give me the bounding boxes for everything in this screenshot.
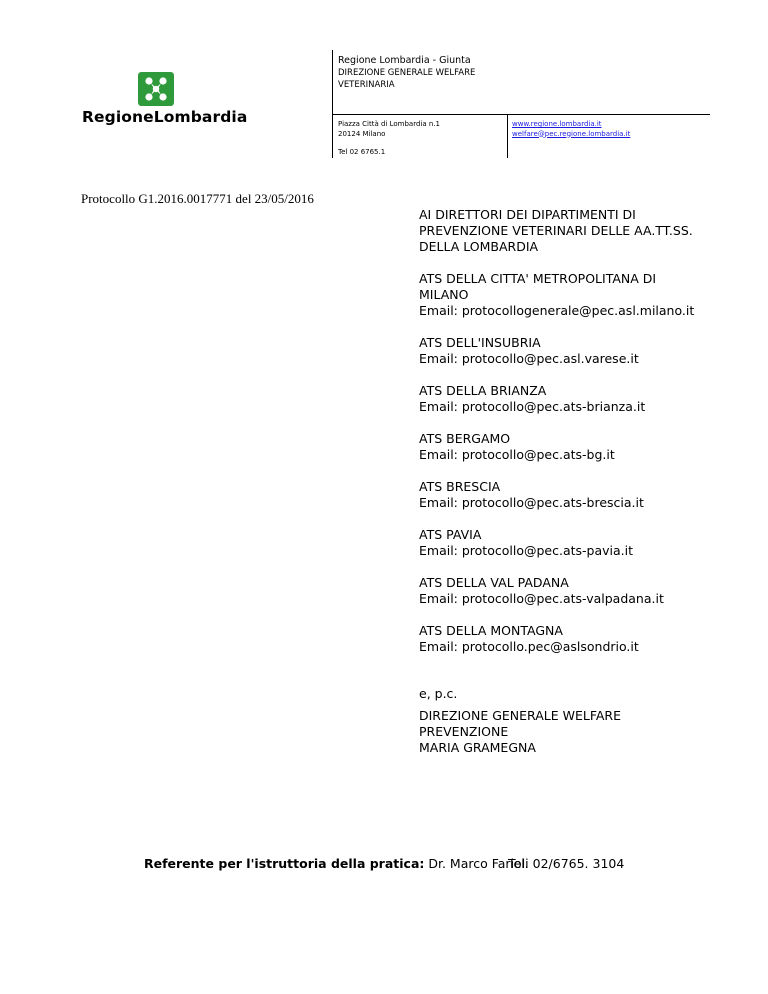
lombardia-rose-icon xyxy=(138,72,174,106)
recipient-line: MILANO xyxy=(419,287,469,302)
recipient-block xyxy=(419,335,739,367)
recipient-email: Email: protocollo@pec.asl.varese.it xyxy=(419,351,639,366)
recipient-block xyxy=(419,383,739,415)
referente-name: Dr. Marco Farioli xyxy=(424,856,529,871)
org-line: VETERINARIA xyxy=(338,80,395,90)
cc-line: PREVENZIONE xyxy=(419,724,509,739)
pec-email-link[interactable]: welfare@pec.regione.lombardia.it xyxy=(512,129,631,138)
recipient-line: ATS PAVIA xyxy=(419,527,482,542)
recipients-list xyxy=(419,207,739,671)
recipient-block xyxy=(419,271,739,319)
recipient-line: ATS BRESCIA xyxy=(419,479,501,494)
address-line: Piazza Città di Lombardia n.1 xyxy=(338,120,440,128)
header-telephone: Tel 02 6765.1 xyxy=(338,148,386,156)
header-address xyxy=(338,120,440,139)
recipient-email: Email: protocollo@pec.ats-brescia.it xyxy=(419,495,644,510)
recipient-block xyxy=(419,431,739,463)
recipient-line: PREVENZIONE VETERINARI DELLE AA.TT.SS. xyxy=(419,223,693,238)
epc-label: e, p.c. xyxy=(419,686,458,701)
recipient-line: ATS DELLA VAL PADANA xyxy=(419,575,569,590)
address-line: 20124 Milano xyxy=(338,129,386,138)
recipient-email: Email: protocollogenerale@pec.asl.milano.it xyxy=(419,303,695,318)
website-link[interactable]: www.regione.lombardia.it xyxy=(512,120,602,128)
cc-recipients xyxy=(419,708,621,756)
logo-wordmark: RegioneLombardia xyxy=(82,108,248,126)
recipient-email: Email: protocollo@pec.ats-bg.it xyxy=(419,447,615,462)
referente-line xyxy=(144,856,529,871)
recipient-line: ATS DELLA MONTAGNA xyxy=(419,623,563,638)
recipient-line: ATS DELLA CITTA' METROPOLITANA DI xyxy=(419,271,657,286)
cc-line: MARIA GRAMEGNA xyxy=(419,740,536,755)
recipient-line: DELLA LOMBARDIA xyxy=(419,239,539,254)
recipient-block xyxy=(419,623,739,655)
recipient-block xyxy=(419,527,739,559)
header-divider-horizontal xyxy=(332,114,710,115)
org-line: Regione Lombardia - Giunta xyxy=(338,55,471,66)
recipient-email: Email: protocollo@pec.ats-valpadana.it xyxy=(419,591,664,606)
recipient-block xyxy=(419,479,739,511)
referente-telephone: Tel. 02/6765. 3104 xyxy=(508,856,625,871)
recipient-line: ATS DELL'INSUBRIA xyxy=(419,335,541,350)
cc-line: DIREZIONE GENERALE WELFARE xyxy=(419,708,622,723)
org-line: DIREZIONE GENERALE WELFARE xyxy=(338,68,476,78)
recipient-line: ATS BERGAMO xyxy=(419,431,511,446)
protocol-number: Protocollo G1.2016.0017771 del 23/05/2016 xyxy=(81,191,314,206)
recipient-email: Email: protocollo@pec.ats-brianza.it xyxy=(419,399,646,414)
header-organization xyxy=(338,55,475,91)
header-divider-left xyxy=(332,50,333,158)
recipient-block xyxy=(419,207,739,255)
regione-lombardia-logo xyxy=(82,72,248,128)
recipient-line: AI DIRETTORI DEI DIPARTIMENTI DI xyxy=(419,207,636,222)
header-links xyxy=(512,120,630,139)
header-divider-middle xyxy=(507,114,508,158)
referente-label: Referente per l'istruttoria della pratica: xyxy=(144,856,425,871)
recipient-block xyxy=(419,575,739,607)
recipient-line: ATS DELLA BRIANZA xyxy=(419,383,547,398)
recipient-email: Email: protocollo@pec.ats-pavia.it xyxy=(419,543,634,558)
recipient-email: Email: protocollo.pec@aslsondrio.it xyxy=(419,639,639,654)
